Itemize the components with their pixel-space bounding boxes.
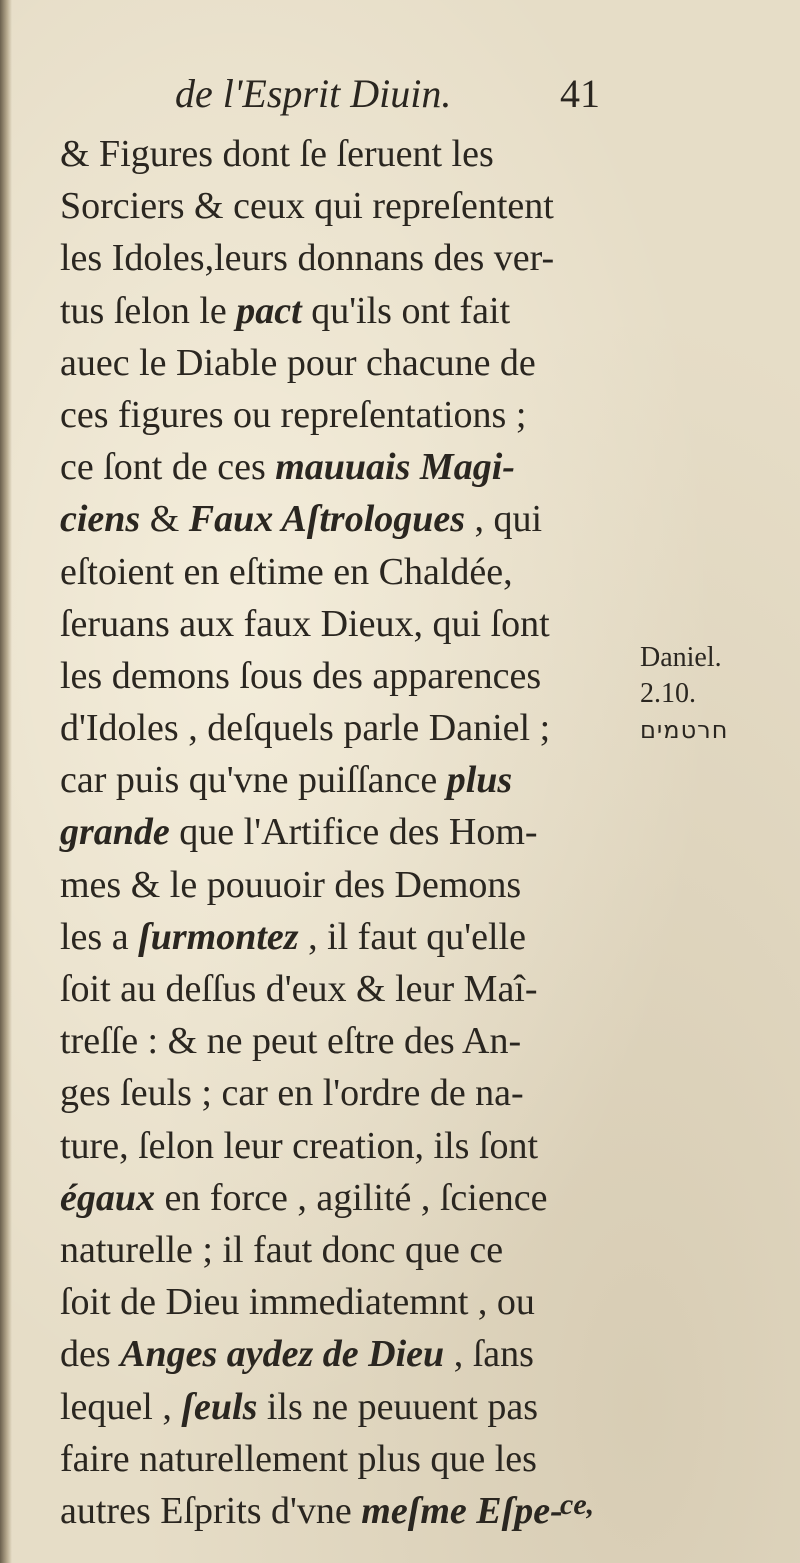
text-segment: ſoit de Dieu immediatemnt , ou	[60, 1281, 535, 1324]
italic-segment: ciens	[60, 498, 141, 541]
text-segment: tus ſelon le	[60, 289, 237, 332]
text-segment: autres Eſprits d'vne	[60, 1489, 362, 1532]
text-line	[60, 598, 630, 650]
text-segment: ce ſont de ces	[60, 446, 276, 489]
text-line	[60, 1328, 630, 1380]
page-header	[175, 70, 625, 130]
margin-note-hebrew: חרטמים	[640, 716, 729, 744]
text-segment: ils ne peuuent pas	[257, 1385, 539, 1428]
text-line	[60, 1381, 630, 1433]
italic-segment: pact	[236, 289, 302, 332]
text-line	[60, 1485, 630, 1537]
text-segment: auec le Diable pour chacune de	[60, 341, 536, 384]
body-text	[60, 128, 630, 1537]
text-line	[60, 650, 630, 702]
text-segment: qu'ils ont fait	[301, 289, 511, 332]
text-line	[60, 1224, 630, 1276]
text-segment: , ſans	[444, 1333, 534, 1376]
text-segment: ces figures ou repreſentations ;	[60, 393, 527, 436]
italic-segment: Anges aydez de Dieu	[120, 1333, 445, 1376]
italic-segment: mauuais Magi-	[275, 446, 515, 489]
text-segment: ſoit au deſſus d'eux & leur Maî-	[60, 968, 538, 1010]
text-line	[60, 1172, 630, 1224]
italic-segment: ſeuls	[181, 1385, 258, 1428]
text-line	[60, 911, 630, 963]
text-line	[60, 1120, 630, 1172]
italic-segment: ſurmontez	[138, 915, 299, 958]
text-line	[60, 180, 630, 232]
binding-gutter	[0, 0, 12, 1563]
page-number: 41	[560, 71, 600, 116]
text-line	[60, 128, 630, 180]
text-segment: ges ſeuls ; car en l'ordre de na-	[60, 1072, 524, 1115]
text-segment: & Figures dont ſe ſeruent les	[60, 133, 494, 175]
italic-segment: plus	[446, 759, 513, 802]
text-segment: ſeruans aux faux Dieux, qui ſont	[60, 602, 550, 645]
text-segment: naturelle ; il faut donc que ce	[60, 1228, 504, 1271]
text-segment: car puis qu'vne puiſſance	[60, 759, 447, 802]
italic-segment: égaux	[60, 1176, 155, 1219]
text-line	[60, 806, 630, 858]
text-segment: mes & le pouuoir des Demons	[60, 863, 522, 906]
text-line	[60, 337, 630, 389]
italic-segment: grande	[60, 811, 170, 854]
catchword: ce,	[560, 1488, 595, 1521]
text-line	[60, 232, 630, 284]
text-segment: &	[140, 498, 189, 541]
text-line	[60, 1015, 630, 1067]
text-line	[60, 1067, 630, 1119]
text-segment: , qui	[465, 498, 543, 541]
text-segment: faire naturellement plus que les	[60, 1437, 537, 1480]
text-segment: des	[60, 1333, 121, 1376]
text-line	[60, 702, 630, 754]
text-segment: eſtoient en eſtime en Chaldée,	[60, 550, 513, 593]
text-line	[60, 754, 630, 806]
text-segment: les Idoles,leurs donnans des ver-	[60, 237, 555, 280]
text-line	[60, 389, 630, 441]
text-line	[60, 963, 630, 1015]
text-line	[60, 1276, 630, 1328]
text-segment: que l'Artifice des Hom-	[169, 811, 538, 854]
text-line	[60, 493, 630, 545]
margin-note-chapter-verse: 2.10.	[640, 678, 696, 709]
text-segment: les demons ſous des apparences	[60, 654, 542, 697]
text-line	[60, 441, 630, 493]
text-segment: treſſe : & ne peut eſtre des An-	[60, 1020, 522, 1063]
text-segment: Sorciers & ceux qui repreſentent	[60, 185, 554, 228]
text-segment: en force , agilité , ſcience	[155, 1176, 548, 1219]
text-segment: lequel ,	[60, 1385, 182, 1428]
italic-segment: meſme Eſpe-	[361, 1489, 563, 1532]
running-title: de l'Esprit Diuin.	[175, 71, 452, 116]
text-line	[60, 1433, 630, 1485]
text-line	[60, 285, 630, 337]
text-line	[60, 546, 630, 598]
text-line	[60, 859, 630, 911]
italic-segment: Faux Aſtrologues	[188, 498, 466, 541]
text-segment: ture, ſelon leur creation, ils ſont	[60, 1124, 539, 1167]
margin-note	[640, 640, 800, 748]
text-segment: d'Idoles , deſquels parle Daniel ;	[60, 707, 551, 750]
text-segment: les a	[60, 915, 139, 958]
text-segment: , il faut qu'elle	[298, 915, 526, 958]
margin-note-reference: Daniel.	[640, 642, 722, 673]
